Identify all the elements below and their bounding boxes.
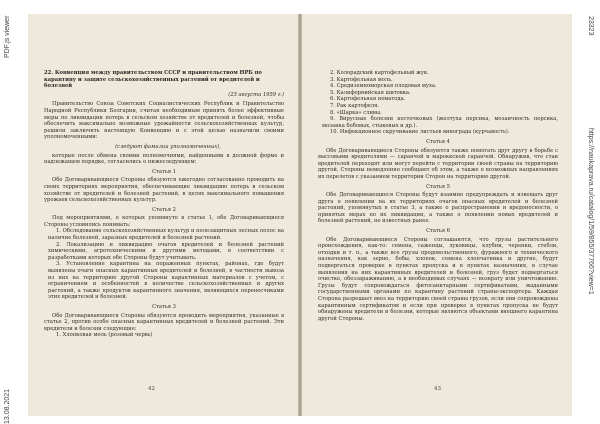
article-4-title: Статья 4 bbox=[426, 138, 450, 145]
pest-list-item: 8. «Шарка» сливы. bbox=[330, 109, 382, 116]
article-1-text: Обе Договаривающиеся Стороны обязуются ежегодно согласованно проводить на своих территориях мероприятия, обеспечивающие ликвидацию потерь в сельском хозяйстве от вредителей и болезней растений, в целях максимального повышения урожаев сельскохозяйственных культур. bbox=[44, 177, 284, 204]
article-6-title: Статья 6 bbox=[426, 228, 450, 235]
pest-list-item: 6. Картофельная нематода. bbox=[330, 96, 406, 103]
article-2-title: Статья 2 bbox=[152, 206, 176, 213]
article-2-item: 2. Локализацию и ликвидацию очагов вредителей и болезней растений химическими, агротехническими и другими методами, в соответствии с разработками которых обе Стороны будут учитывать. bbox=[48, 241, 284, 261]
pest-list-item: 7. Рак картофеля. bbox=[330, 102, 380, 109]
article-3-title: Статья 3 bbox=[152, 304, 176, 310]
article-2-item: 1. Обследование сельскохозяйственных культур и полезащитных лесных полос на наличие болезней, заразных вредителей и болезней растений. bbox=[48, 228, 284, 242]
article-6-text: Обе Договаривающиеся Стороны соглашаются, что грузы растительного происхождения, как-то: семена, саженцы, луковицы, клубни, черенки, стебли, отходки и т. п., а также все грузы продовольственного, фуражного и технического назначения, как зерно, бобы, хлопок, семена хлопчатника и другие, будут подвергаться проверке в пунктах пропуска и в пунктах назначения, в случае выявления на них карантинных вредителей и болезней, груз будет подвергаться очистке, обеззараживанию, а в необходимых случаях — возврату или уничтожению. Грузы будут сопровождаться фитосанитарными сертификатами, выданными государственными органами по карантину растений страны-экспортера. Каждая Сторона разрешает ввоз на территорию своей страны грузов, если они сопровождены карантинным сертификатом и если при проверке в пунктах пропуска не будут обнаружены вредители и болезни, которые являются объектами внешнего карантина другой Стороны. bbox=[318, 236, 558, 322]
article-4-text: Обе Договаривающиеся Стороны обязуются также помогать друг другу в борьбе с массовыми вредителями — саранчой и мароккской саранчой. Обнаружив, что стаи вредителей переходят или могут перейти с территории своей страны на территорию другой, Стороны немедленно сообщают об этом, а также о возможных направлениях их перелетов с указанием территории Сторон на территорию другой. bbox=[318, 147, 558, 180]
document-header: 22. Конвенция между правительством СССР и правительством НРБ по карантину и защите сельскохозяйственных растений от вредителей и болезней bbox=[44, 70, 262, 90]
pest-list-item: 9. Вирусные болезни косточковых (желтуха персика, мозаичность персика, мозаика бобовых, стыковых и др.). bbox=[322, 116, 558, 129]
preamble-paragraph: Правительство Союза Советских Социалистических Республик и Правительство Народной Республики Болгарии, считая необходимым принять более эффективные меры по ликвидации потерь в сельском хозяйстве от вредителей и болезней, чтобы обеспечить максимально возможные урожайности сельскохозяйственных культур, решили заключить настоящую Конвенцию и с этой целью назначили своими уполномоченными: bbox=[44, 101, 284, 141]
article-2-text: Под мероприятиями, о которых упомянуто в статье 1, обе Договаривающиеся Стороны условились понимать: bbox=[44, 215, 284, 228]
document-date: (25 августа 1959 г.) bbox=[228, 91, 284, 98]
left-page bbox=[28, 14, 298, 416]
viewer-url[interactable]: https://naukaprava.ru/catalog/1/59/855/37766?view=1 bbox=[587, 128, 594, 295]
article-5-text: Обе Договаривающиеся Стороны будут взаимно предупреждать и извещать друг друга о появлении на их территориях очагов опасных вредителей и болезней растений, упомянутых в статье 3, а также о распространении и вредоносности, о принятых мерах по их ликвидации, а также о появлении новых вредителей и болезней растений, не известных ранее. bbox=[318, 192, 558, 225]
right-page bbox=[302, 14, 572, 416]
right-page-number: 43 bbox=[434, 386, 441, 392]
viewer-date: 13.08.2021 bbox=[4, 388, 11, 424]
delegates-note: (следуют фамилии уполномоченных), bbox=[115, 143, 221, 150]
viewer-page-number: 23323 bbox=[587, 16, 594, 36]
article-1-title: Статья 1 bbox=[152, 168, 176, 175]
article-3-item: 1. Хлопковая моль (розовый червь) bbox=[56, 332, 153, 339]
pest-list-item: 2. Колорадский картофельный жук. bbox=[330, 70, 429, 76]
pest-list-item: 10. Инфекционное скручивание листьев винограда (курчавость). bbox=[330, 129, 510, 136]
left-page-number: 42 bbox=[148, 386, 155, 392]
pest-list-item: 4. Средиземноморская плодовая муха. bbox=[330, 83, 437, 90]
pest-list-item: 5. Калифорнийская щитовка. bbox=[330, 89, 411, 96]
article-5-title: Статья 5 bbox=[426, 183, 450, 190]
preamble-paragraph: которые после обмена своими полномочиями, найденными в должной форме и надлежащем порядке, согласились о нижеследующем: bbox=[44, 152, 284, 166]
article-3-text: Обе Договаривающиеся Стороны обязуются проводить мероприятия, указанные в статье 2, против особо опасных карантинных вредителей и болезней растений. Эти вредители и болезни следующие: bbox=[44, 312, 284, 332]
viewer-title: PDF.js viewer bbox=[4, 15, 11, 58]
pest-list-item: 3. Картофельная моль. bbox=[330, 76, 393, 83]
book-spread bbox=[28, 14, 572, 416]
article-2-item: 3. Установление карантина на пораженных пунктах, районах, где будут выявлены очаги опасных карантинных вредителей и болезней, в частности вывоза из них на территорию другой Стороны карантинных материалов с учетом, с ограничением и особенностей в количестве сельскохозяйственных и других растений, а также продуктов карантинного значения, являющихся переносчиками этих вредителей и болезней. bbox=[48, 261, 284, 301]
